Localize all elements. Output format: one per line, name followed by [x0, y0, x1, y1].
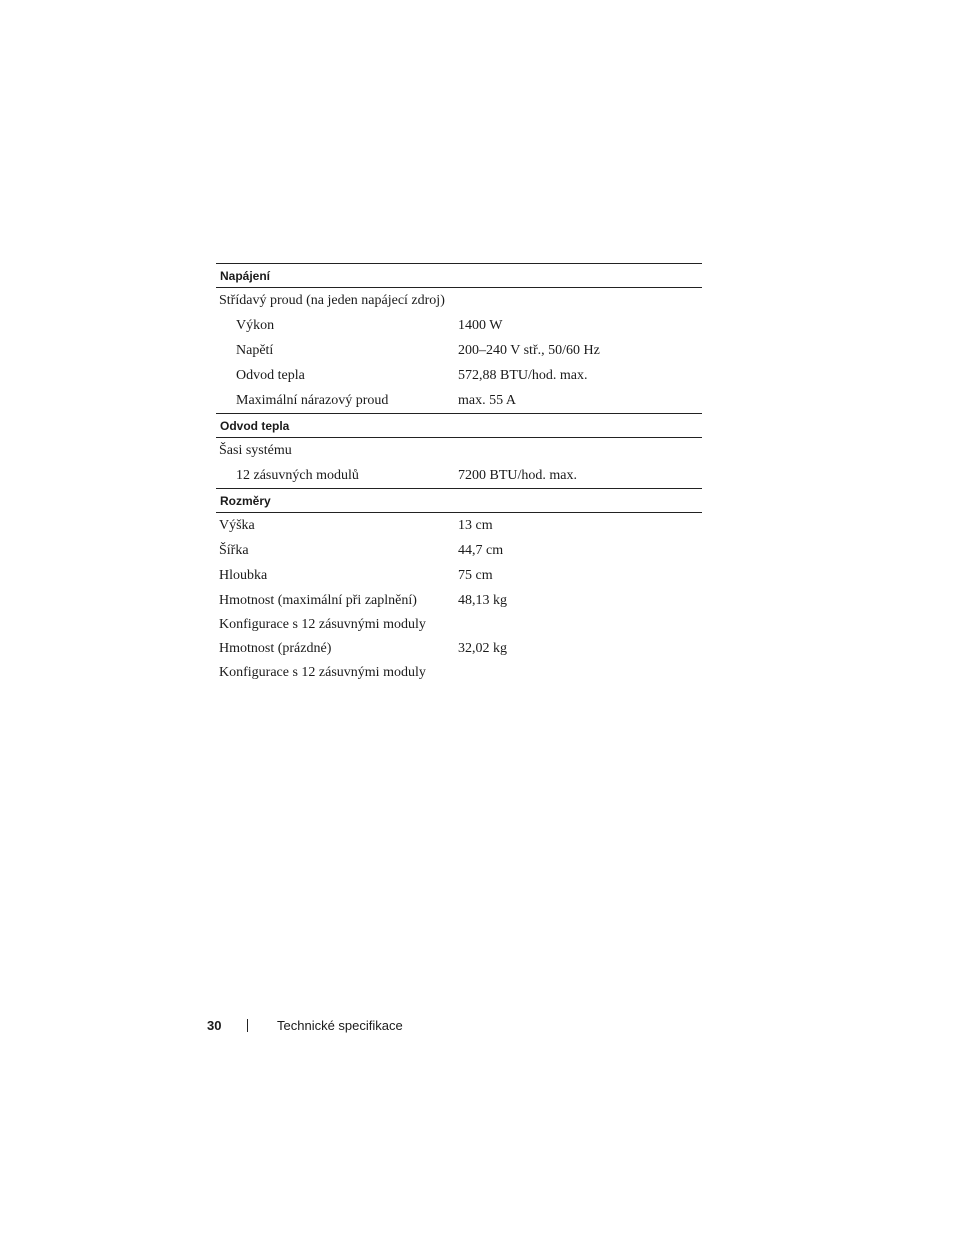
row-value: 200–240 V stř., 50/60 Hz [458, 342, 600, 358]
table-row [216, 563, 702, 588]
row-label: Šířka [219, 542, 249, 558]
row-value: 48,13 kg [458, 592, 507, 608]
row-value: 7200 BTU/hod. max. [458, 467, 577, 483]
spec-table [216, 263, 702, 685]
table-row [216, 513, 702, 538]
page-footer [207, 1016, 403, 1034]
table-row [216, 588, 702, 613]
row-label: Šasi systému [219, 442, 292, 458]
row-label: Maximální nárazový proud [236, 392, 389, 408]
section-header-odvod-tepla: Odvod tepla [216, 413, 702, 438]
table-row [216, 661, 702, 685]
section-header-rozmery: Rozměry [216, 488, 702, 513]
table-row [216, 613, 702, 637]
row-label: Střídavý proud (na jeden napájecí zdroj) [219, 292, 445, 308]
footer-separator [247, 1019, 248, 1032]
row-label: Výška [219, 517, 255, 533]
row-value: max. 55 A [458, 392, 516, 408]
table-row [216, 338, 702, 363]
row-value: 32,02 kg [458, 641, 507, 656]
row-value: 572,88 BTU/hod. max. [458, 367, 588, 383]
row-value: 13 cm [458, 517, 493, 533]
row-label: Napětí [236, 342, 274, 358]
table-row [216, 388, 702, 413]
section-header-napajeni: Napájení [216, 263, 702, 288]
row-label: Hloubka [219, 567, 268, 583]
table-row [216, 637, 702, 661]
page-number: 30 [207, 1017, 222, 1033]
chapter-title: Technické specifikace [277, 1017, 403, 1033]
table-row [216, 363, 702, 388]
table-row [216, 538, 702, 563]
row-label: Hmotnost (maximální při zaplnění) [219, 592, 417, 608]
table-row [216, 463, 702, 488]
row-label: Konfigurace s 12 zásuvnými moduly [219, 617, 426, 632]
row-label: 12 zásuvných modulů [236, 467, 359, 483]
row-label: Hmotnost (prázdné) [219, 641, 332, 656]
row-label: Odvod tepla [236, 367, 305, 383]
row-value: 75 cm [458, 567, 493, 583]
row-value: 1400 W [458, 317, 503, 333]
table-row [216, 313, 702, 338]
table-row [216, 288, 702, 313]
row-value: 44,7 cm [458, 542, 504, 558]
row-label: Výkon [236, 317, 275, 333]
row-label: Konfigurace s 12 zásuvnými moduly [219, 665, 426, 680]
table-row [216, 438, 702, 463]
